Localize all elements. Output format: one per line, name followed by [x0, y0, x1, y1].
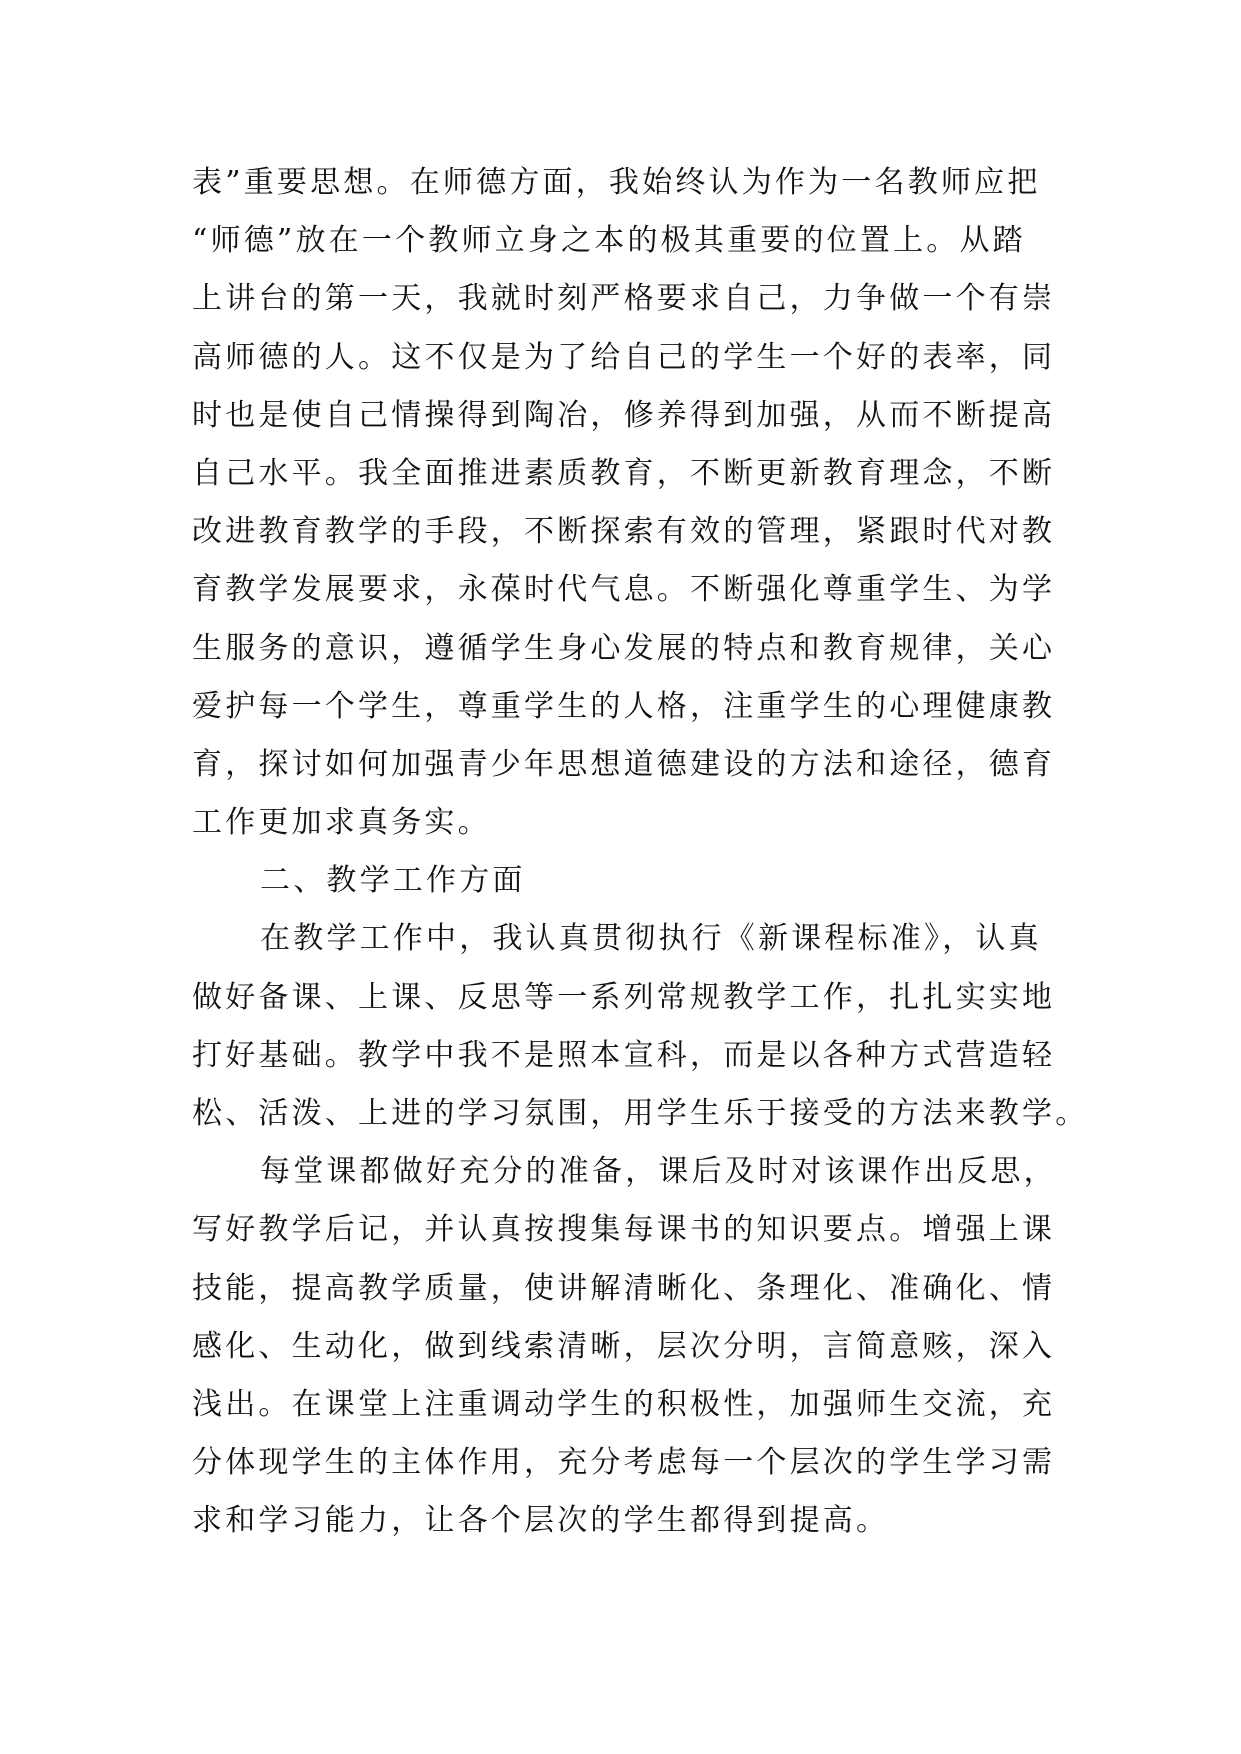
text-line: 技能，提高教学质量，使讲解清晰化、条理化、准确化、情 — [192, 1270, 1056, 1306]
text-line: 生服务的意识，遵循学生身心发展的特点和教育规律，关心 — [192, 630, 1056, 666]
body-text — [192, 154, 1089, 1551]
text-line: 时也是使自己情操得到陶冶，修养得到加强，从而不断提高 — [192, 397, 1056, 433]
text-line: 浅出。在课堂上注重调动学生的积极性，加强师生交流，充 — [192, 1386, 1056, 1422]
text-line: 分体现学生的主体作用，充分考虑每一个层次的学生学习需 — [192, 1445, 1056, 1481]
text-line: 高师德的人。这不仅是为了给自己的学生一个好的表率，同 — [192, 339, 1056, 375]
text-line: 打好基础。教学中我不是照本宣科，而是以各种方式营造轻 — [192, 1037, 1056, 1073]
text-line: 写好教学后记，并认真按搜集每课书的知识要点。增强上课 — [192, 1212, 1056, 1248]
text-line: 求和学习能力，让各个层次的学生都得到提高。 — [192, 1503, 890, 1539]
paragraph-start-line: 每堂课都做好充分的准备，课后及时对该课作出反思， — [260, 1154, 1057, 1190]
text-line: 松、活泼、上进的学习氛围，用学生乐于接受的方法来教学。 — [192, 1096, 1089, 1131]
text-line: 感化、生动化，做到线索清晰，层次分明，言简意赅，深入 — [192, 1328, 1056, 1364]
text-line: 上讲台的第一天，我就时刻严格要求自己，力争做一个有崇 — [192, 281, 1056, 317]
text-line: 做好备课、上课、反思等一系列常规教学工作，扎扎实实地 — [192, 979, 1056, 1015]
text-line: 表”重要思想。在师德方面，我始终认为作为一名教师应把 — [192, 165, 1041, 200]
text-line: “师德”放在一个教师立身之本的极其重要的位置上。从踏 — [192, 223, 1026, 259]
text-line: 爱护每一个学生，尊重学生的人格，注重学生的心理健康教 — [192, 688, 1056, 724]
text-line: 改进教育教学的手段，不断探索有效的管理，紧跟时代对教 — [192, 514, 1056, 550]
text-line: 自己水平。我全面推进素质教育，不断更新教育理念，不断 — [192, 455, 1056, 491]
text-line: 育教学发展要求，永葆时代气息。不断强化尊重学生、为学 — [192, 572, 1056, 608]
text-line: 工作更加求真务实。 — [192, 805, 491, 841]
text-line: 育，探讨如何加强青少年思想道德建设的方法和途径，德育 — [192, 746, 1056, 782]
paragraph-start-line: 二、教学工作方面 — [260, 863, 526, 899]
paragraph-start-line: 在教学工作中，我认真贯彻执行《新课程标准》，认真 — [260, 921, 1042, 957]
